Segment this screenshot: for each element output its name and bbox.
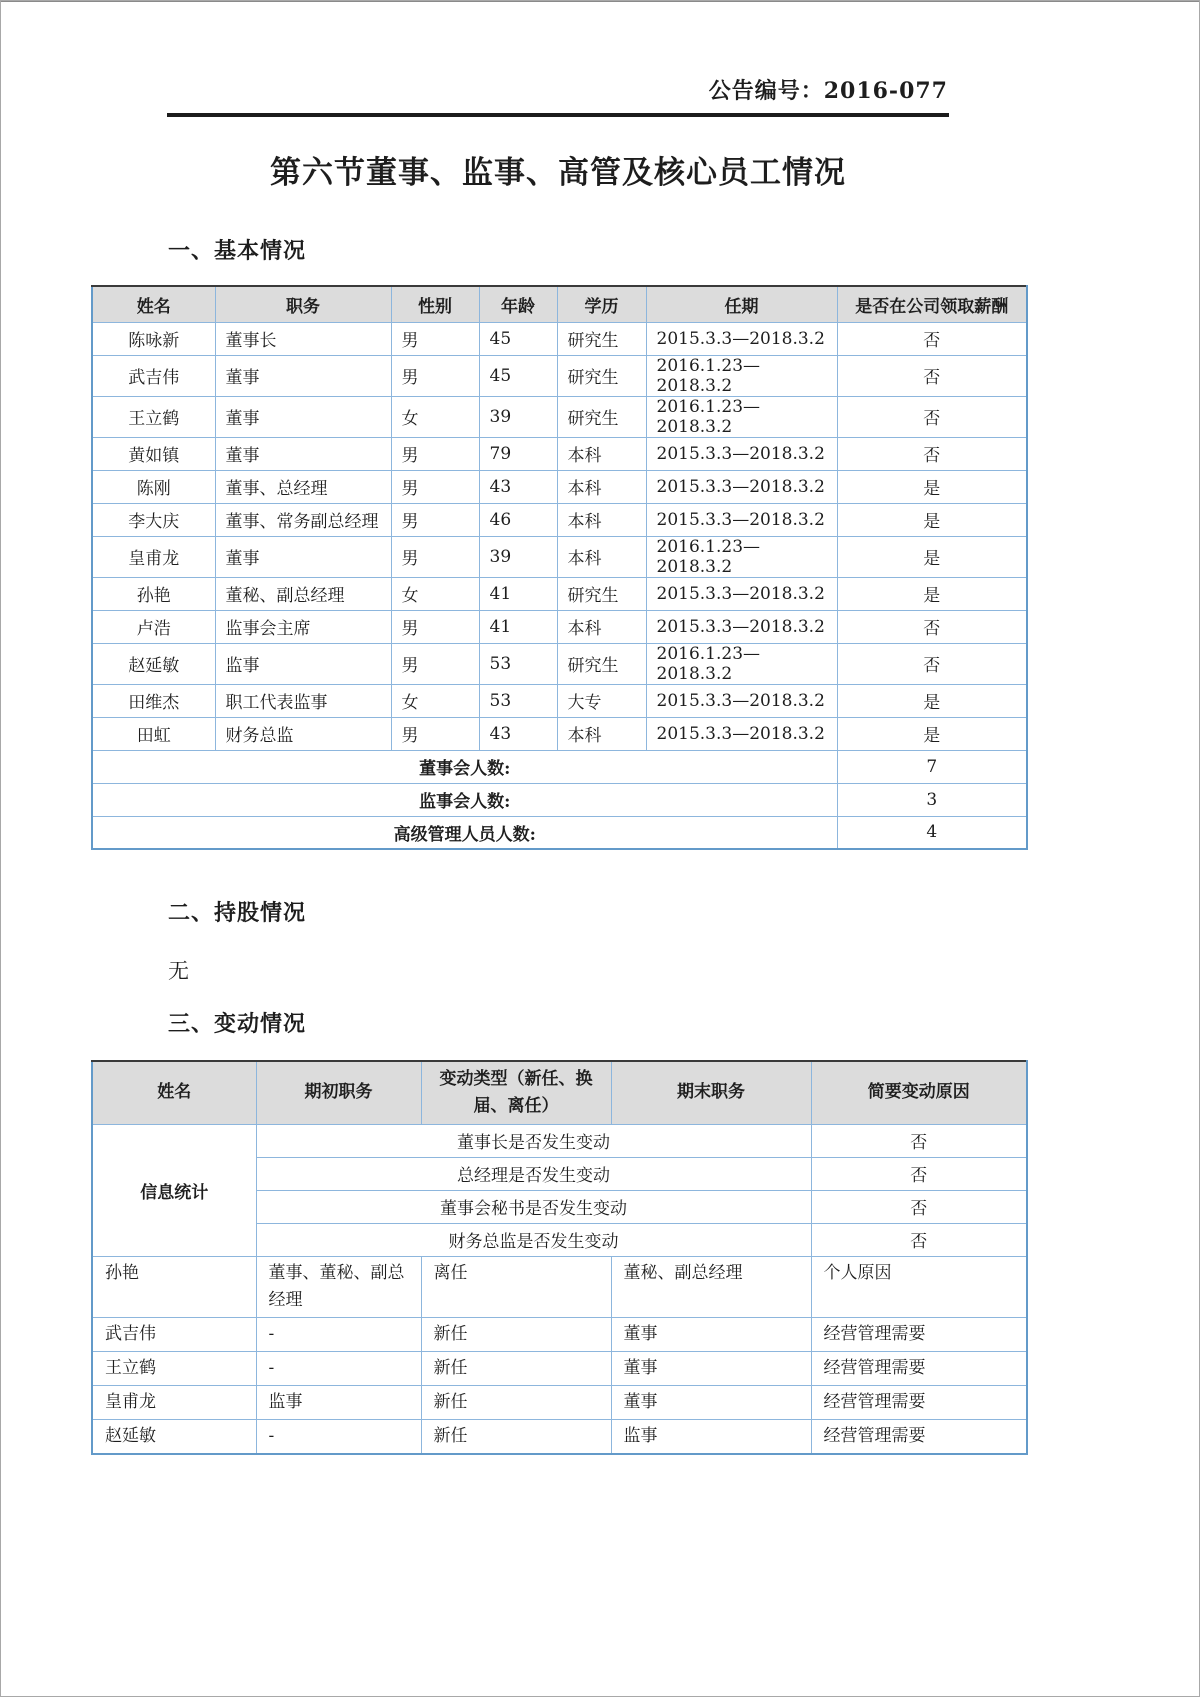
table-row	[92, 437, 1027, 470]
table-cell: 2015.3.3—2018.3.2	[646, 322, 837, 355]
table-cell: 监事	[215, 643, 391, 684]
table-cell: 是	[837, 470, 1027, 503]
table-cell: 皇甫龙	[92, 536, 215, 577]
table-cell: 财务总监	[215, 717, 391, 750]
table-cell: 2015.3.3—2018.3.2	[646, 577, 837, 610]
table-cell: 董事	[215, 396, 391, 437]
table-cell: 研究生	[557, 396, 646, 437]
table-cell: 董事、总经理	[215, 470, 391, 503]
summary-label: 监事会人数:	[92, 783, 837, 816]
table-row	[92, 355, 1027, 396]
summary-value: 4	[837, 816, 1027, 849]
table-cell: 研究生	[557, 577, 646, 610]
table-cell: 新任	[421, 1385, 611, 1419]
table-row	[92, 503, 1027, 536]
table-cell: 否	[837, 355, 1027, 396]
table-row	[92, 610, 1027, 643]
table-cell: 孙艳	[92, 1256, 256, 1317]
table-cell: 39	[479, 396, 557, 437]
table-cell: 个人原因	[811, 1256, 1027, 1317]
table-cell: 新任	[421, 1317, 611, 1351]
table-cell: 男	[391, 437, 479, 470]
table-cell: 79	[479, 437, 557, 470]
table-cell: 39	[479, 536, 557, 577]
table-row	[92, 717, 1027, 750]
table-cell: 2015.3.3—2018.3.2	[646, 437, 837, 470]
table-row	[92, 1256, 1027, 1317]
table-cell: 新任	[421, 1351, 611, 1385]
page-title: 第六节董事、监事、高管及核心员工情况	[270, 155, 846, 191]
table-cell: 董事长	[215, 322, 391, 355]
table-cell: 否	[837, 610, 1027, 643]
table-cell: 监事会主席	[215, 610, 391, 643]
table-cell: 田维杰	[92, 684, 215, 717]
info-question: 董事会秘书是否发生变动	[256, 1190, 811, 1223]
basic-info-table	[91, 285, 1028, 850]
table-cell: 2016.1.23—2018.3.2	[646, 355, 837, 396]
info-answer: 否	[811, 1157, 1027, 1190]
info-question: 董事长是否发生变动	[256, 1124, 811, 1157]
table-cell: 43	[479, 470, 557, 503]
table-cell: 董事	[611, 1385, 811, 1419]
column-header: 简要变动原因	[811, 1061, 1027, 1124]
table-cell: 董事	[215, 437, 391, 470]
header-divider	[167, 113, 949, 117]
table-cell: 男	[391, 503, 479, 536]
table-cell: 否	[837, 437, 1027, 470]
table-cell: 经营管理需要	[811, 1385, 1027, 1419]
column-header: 变动类型（新任、换届、离任）	[421, 1061, 611, 1124]
column-header: 是否在公司领取薪酬	[837, 286, 1027, 322]
table-cell: 卢浩	[92, 610, 215, 643]
table-cell: 2016.1.23—2018.3.2	[646, 396, 837, 437]
column-header: 年龄	[479, 286, 557, 322]
column-header: 姓名	[92, 1061, 256, 1124]
summary-label: 董事会人数:	[92, 750, 837, 783]
table-cell: 2016.1.23—2018.3.2	[646, 643, 837, 684]
column-header: 任期	[646, 286, 837, 322]
table-cell: 男	[391, 355, 479, 396]
table-cell: 经营管理需要	[811, 1351, 1027, 1385]
column-header: 期初职务	[256, 1061, 421, 1124]
table-row	[92, 1351, 1027, 1385]
table-cell: 女	[391, 577, 479, 610]
table-row	[92, 577, 1027, 610]
table-cell: 田虹	[92, 717, 215, 750]
column-header: 姓名	[92, 286, 215, 322]
info-row	[92, 1124, 1027, 1157]
table-row	[92, 643, 1027, 684]
table-cell: 41	[479, 610, 557, 643]
table-cell: 否	[837, 322, 1027, 355]
table-cell: 46	[479, 503, 557, 536]
section-heading-basic: 一、基本情况	[168, 238, 307, 264]
section-heading-change: 三、变动情况	[168, 1011, 307, 1037]
summary-value: 3	[837, 783, 1027, 816]
table-cell: 王立鹤	[92, 1351, 256, 1385]
summary-row	[92, 816, 1027, 849]
table-cell: 赵延敏	[92, 643, 215, 684]
table-cell: 新任	[421, 1419, 611, 1454]
table-cell: 2015.3.3—2018.3.2	[646, 717, 837, 750]
table-cell: 男	[391, 536, 479, 577]
table-cell: 男	[391, 470, 479, 503]
table-cell: 本科	[557, 437, 646, 470]
table-cell: 董事	[215, 536, 391, 577]
table-cell: 监事	[611, 1419, 811, 1454]
table-cell: 是	[837, 503, 1027, 536]
table-cell: 53	[479, 684, 557, 717]
table-cell: 否	[837, 643, 1027, 684]
table-cell: 监事	[256, 1385, 421, 1419]
table-cell: 45	[479, 322, 557, 355]
table-cell: 是	[837, 577, 1027, 610]
table-cell: 本科	[557, 503, 646, 536]
table-cell: 2015.3.3—2018.3.2	[646, 503, 837, 536]
summary-value: 7	[837, 750, 1027, 783]
table-row	[92, 1385, 1027, 1419]
table-row	[92, 1317, 1027, 1351]
change-table	[91, 1060, 1028, 1455]
table-cell: 是	[837, 536, 1027, 577]
table-cell: 男	[391, 322, 479, 355]
table-cell: 李大庆	[92, 503, 215, 536]
table-cell: 研究生	[557, 643, 646, 684]
table-row	[92, 396, 1027, 437]
table-cell: 大专	[557, 684, 646, 717]
table-cell: -	[256, 1351, 421, 1385]
table-cell: 董事	[611, 1351, 811, 1385]
table-cell: 2015.3.3—2018.3.2	[646, 610, 837, 643]
table-cell: 本科	[557, 717, 646, 750]
table-row	[92, 1419, 1027, 1454]
table-row	[92, 322, 1027, 355]
table-cell: 是	[837, 717, 1027, 750]
table-cell: 赵延敏	[92, 1419, 256, 1454]
table-cell: 董事	[215, 355, 391, 396]
table-cell: 经营管理需要	[811, 1419, 1027, 1454]
table-cell: 王立鹤	[92, 396, 215, 437]
table-row	[92, 470, 1027, 503]
column-header: 性别	[391, 286, 479, 322]
table-cell: 武吉伟	[92, 1317, 256, 1351]
table-cell: 2015.3.3—2018.3.2	[646, 684, 837, 717]
column-header: 职务	[215, 286, 391, 322]
table-cell: 皇甫龙	[92, 1385, 256, 1419]
table-cell: 女	[391, 396, 479, 437]
table-cell: 经营管理需要	[811, 1317, 1027, 1351]
summary-row	[92, 750, 1027, 783]
table-cell: 黄如镇	[92, 437, 215, 470]
info-question: 总经理是否发生变动	[256, 1157, 811, 1190]
table-cell: 董事、常务副总经理	[215, 503, 391, 536]
table-cell: 董事	[611, 1317, 811, 1351]
info-answer: 否	[811, 1223, 1027, 1256]
table-cell: 45	[479, 355, 557, 396]
table-cell: 本科	[557, 536, 646, 577]
table-cell: 武吉伟	[92, 355, 215, 396]
basic-table-header-row	[92, 286, 1027, 322]
table-cell: -	[256, 1419, 421, 1454]
table-cell: 董秘、副总经理	[215, 577, 391, 610]
table-cell: 男	[391, 610, 479, 643]
announcement-number: 公告编号：2016-077	[708, 78, 948, 104]
table-cell: 孙艳	[92, 577, 215, 610]
table-row	[92, 536, 1027, 577]
table-cell: 董事、董秘、副总经理	[256, 1256, 421, 1317]
table-cell: 53	[479, 643, 557, 684]
table-cell: 男	[391, 643, 479, 684]
table-cell: 研究生	[557, 355, 646, 396]
info-question: 财务总监是否发生变动	[256, 1223, 811, 1256]
table-cell: 2016.1.23—2018.3.2	[646, 536, 837, 577]
column-header: 期末职务	[611, 1061, 811, 1124]
summary-row	[92, 783, 1027, 816]
table-cell: 离任	[421, 1256, 611, 1317]
info-answer: 否	[811, 1190, 1027, 1223]
holding-content: 无	[168, 959, 189, 983]
table-cell: -	[256, 1317, 421, 1351]
table-cell: 否	[837, 396, 1027, 437]
table-cell: 2015.3.3—2018.3.2	[646, 470, 837, 503]
table-cell: 43	[479, 717, 557, 750]
table-cell: 陈咏新	[92, 322, 215, 355]
table-cell: 是	[837, 684, 1027, 717]
section-heading-holding: 二、持股情况	[168, 900, 307, 926]
table-cell: 41	[479, 577, 557, 610]
table-cell: 本科	[557, 470, 646, 503]
table-cell: 陈刚	[92, 470, 215, 503]
table-row	[92, 684, 1027, 717]
table-cell: 职工代表监事	[215, 684, 391, 717]
info-answer: 否	[811, 1124, 1027, 1157]
summary-label: 高级管理人员人数:	[92, 816, 837, 849]
table-cell: 董秘、副总经理	[611, 1256, 811, 1317]
table-cell: 本科	[557, 610, 646, 643]
table-cell: 研究生	[557, 322, 646, 355]
column-header: 学历	[557, 286, 646, 322]
info-statistics-label: 信息统计	[92, 1124, 256, 1256]
table-cell: 女	[391, 684, 479, 717]
table-cell: 男	[391, 717, 479, 750]
change-table-header-row	[92, 1061, 1027, 1124]
